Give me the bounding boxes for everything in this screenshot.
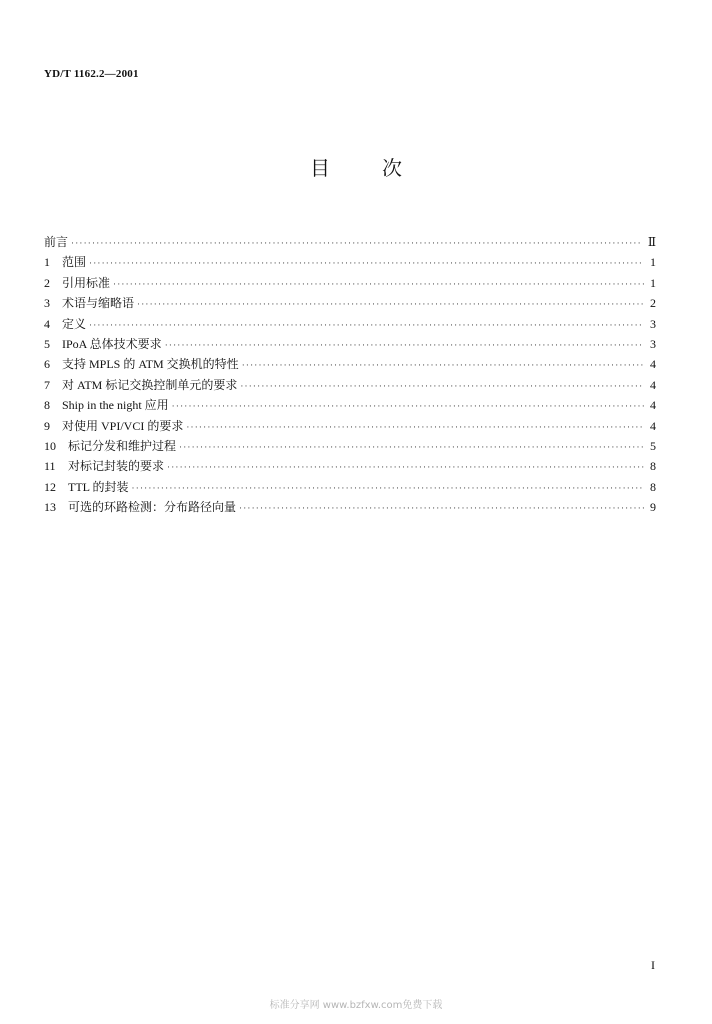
toc-leader-dots — [242, 355, 644, 375]
toc-entry-1[interactable] — [44, 252, 656, 272]
toc-entry-number: 13 — [44, 500, 56, 515]
toc-entry-page: 4 — [650, 377, 656, 392]
toc-leader-dots — [167, 457, 644, 477]
toc-leader-dots — [113, 274, 644, 294]
toc-entry-7[interactable] — [44, 375, 656, 395]
toc-entry-label: Ship in the night 应用 — [62, 398, 169, 413]
toc-leader-dots — [240, 376, 644, 396]
toc-entry-10[interactable] — [44, 436, 656, 456]
toc-entry-label: TTL 的封装 — [68, 479, 129, 494]
toc-entry-number: 2 — [44, 275, 50, 290]
toc-leader-dots — [137, 294, 644, 314]
title-char-2: 次 — [382, 156, 402, 180]
toc-entry-number: 8 — [44, 398, 50, 413]
toc-leader-dots — [172, 396, 644, 416]
toc-entry-5[interactable] — [44, 334, 656, 354]
table-of-contents — [44, 232, 656, 517]
toc-entry-page: 2 — [650, 296, 656, 311]
toc-entry-11[interactable] — [44, 456, 656, 476]
toc-leader-dots — [89, 253, 644, 273]
toc-entry-page: 3 — [650, 316, 656, 331]
toc-entry-label: 对 ATM 标记交换控制单元的要求 — [62, 377, 238, 392]
toc-entry-page: Ⅱ — [647, 235, 656, 249]
toc-entry-4[interactable] — [44, 314, 656, 334]
toc-entry-label: 引用标准 — [62, 275, 111, 290]
toc-entry-number: 12 — [44, 479, 56, 494]
toc-entry-page: 5 — [650, 438, 656, 453]
toc-entry-page: 3 — [650, 336, 656, 351]
toc-entry-label: 可选的环路检测：分布路径向量 — [68, 500, 237, 515]
toc-entry-page: 4 — [650, 418, 656, 433]
toc-entry-label: 支持 MPLS 的 ATM 交换机的特性 — [62, 357, 239, 372]
page-title — [0, 152, 712, 181]
toc-entry-6[interactable] — [44, 354, 656, 374]
toc-entry-page: 1 — [650, 275, 656, 290]
toc-entry-number: 11 — [44, 459, 56, 474]
toc-entry-number: 7 — [44, 377, 50, 392]
toc-entry-page: 8 — [650, 479, 656, 494]
toc-entry-label: 对标记封装的要求 — [68, 459, 165, 474]
toc-entry-number: 6 — [44, 357, 50, 372]
toc-entry-3[interactable] — [44, 293, 656, 313]
toc-entry-8[interactable] — [44, 395, 656, 415]
watermark: 标准分享网 www.bzfxw.com免费下载 — [269, 1000, 443, 1011]
toc-leader-dots — [71, 233, 644, 253]
toc-entry-label: IPoA 总体技术要求 — [62, 336, 162, 351]
standard-code: YD/T 1162.2—2001 — [44, 68, 139, 80]
page-number: I — [651, 958, 655, 972]
toc-entry-page: 9 — [650, 500, 656, 515]
toc-leader-dots — [186, 417, 644, 437]
toc-entry-page: 8 — [650, 459, 656, 474]
toc-leader-dots — [165, 335, 644, 355]
toc-entry-number: 9 — [44, 418, 50, 433]
toc-entry-number: 3 — [44, 296, 50, 311]
toc-entry-label: 定义 — [62, 316, 87, 331]
toc-entry-foreword[interactable] — [44, 232, 656, 252]
title-char-1: 目 — [310, 156, 330, 180]
toc-entry-label: 前言 — [44, 235, 69, 249]
toc-entry-label: 术语与缩略语 — [62, 296, 135, 311]
toc-entry-label: 标记分发和维护过程 — [68, 438, 177, 453]
toc-leader-dots — [132, 478, 644, 498]
toc-leader-dots — [179, 437, 644, 457]
toc-leader-dots — [89, 315, 644, 335]
toc-entry-label: 范围 — [62, 255, 87, 270]
toc-entry-number: 1 — [44, 255, 50, 270]
toc-entry-13[interactable] — [44, 497, 656, 517]
toc-entry-9[interactable] — [44, 416, 656, 436]
toc-entry-page: 4 — [650, 398, 656, 413]
toc-entry-page: 1 — [650, 255, 656, 270]
toc-entry-number: 5 — [44, 336, 50, 351]
toc-entry-2[interactable] — [44, 273, 656, 293]
toc-entry-label: 对使用 VPI/VCI 的要求 — [62, 418, 184, 433]
toc-entry-page: 4 — [650, 357, 656, 372]
toc-entry-number: 10 — [44, 438, 56, 453]
toc-entry-number: 4 — [44, 316, 50, 331]
toc-entry-12[interactable] — [44, 477, 656, 497]
toc-leader-dots — [239, 498, 644, 518]
